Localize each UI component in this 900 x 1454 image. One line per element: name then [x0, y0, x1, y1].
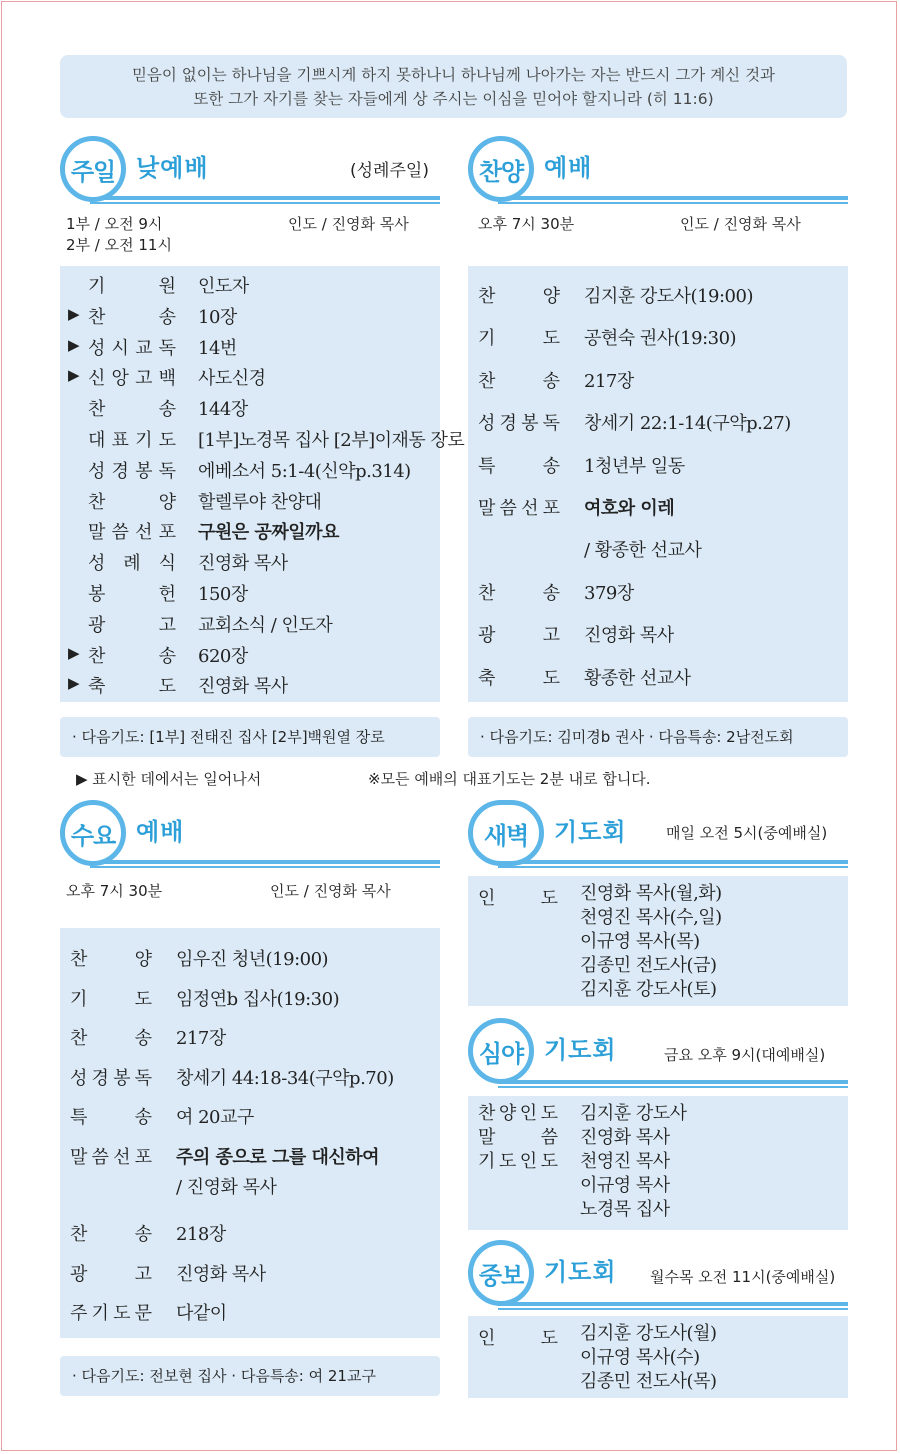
order-value: 주의 종으로 그를 대신하여 [176, 1146, 380, 1168]
order-label [88, 426, 176, 452]
stand-arrow-icon: ▶ [68, 366, 80, 385]
dawn-circle: 새벽 [468, 800, 544, 866]
order-label-char-4: 독 [134, 1067, 152, 1089]
order-label-char-1: 축 [478, 667, 496, 689]
order-label-char-1: 성 [478, 413, 496, 435]
order-label-char-2: 양 [542, 286, 560, 307]
praise-leader: 인도 / 진영화 목사 [680, 215, 801, 233]
leader-name: 김지훈 강도사 [580, 1103, 687, 1124]
night-rule [498, 1080, 848, 1088]
order-label [88, 549, 176, 575]
order-value: 여 20교구 [176, 1107, 254, 1128]
verse-line-1: 믿음이 없이는 하나님을 기쁘시게 하지 못하나니 하나님께 나아가는 자는 반드시 그가 계신 것과 [131, 66, 776, 84]
order-label [478, 282, 560, 308]
intercession-rule [498, 1302, 848, 1310]
order-label-char-2: 양 [158, 491, 176, 513]
order-label-char-1: 말 [478, 498, 496, 519]
order-value: / 황종한 선교사 [584, 540, 702, 562]
intercession-subtitle: 월수목 오전 11시(중예배실) [650, 1268, 836, 1286]
order-label-char-4: 포 [134, 1146, 152, 1168]
sunday-times [66, 214, 172, 256]
order-label-char-3: 선 [113, 1146, 131, 1168]
sunday-title: 낮예배 [136, 154, 209, 182]
order-label-char-2: 씀 [499, 498, 517, 519]
sunday-time-1: 1부 / 오전 9시 [66, 215, 163, 233]
order-label-char-1: 찬 [88, 306, 106, 328]
order-label-char-1: 말 [70, 1146, 88, 1168]
praise-rule [498, 196, 848, 204]
order-label-char-3: 봉 [521, 413, 539, 435]
order-value: 에베소서 5:1-4(신약p.314) [198, 460, 411, 482]
verse-line-2: 또한 그가 자기를 찾는 자들에게 상 주시는 이심을 믿어야 할지니라 (히 11:6) [193, 90, 714, 108]
order-label-char-1: 특 [70, 1107, 88, 1128]
intercession-label [478, 1324, 558, 1350]
order-label-char-3: 선 [521, 498, 539, 519]
order-label [88, 642, 176, 668]
stand-arrow-icon: ▶ [68, 674, 80, 693]
order-label-char-2: 도 [158, 676, 176, 698]
leader-name: 진영화 목사(월,화) [580, 883, 722, 904]
praise-title: 예배 [544, 154, 593, 182]
order-value: 임정연b 집사(19:30) [176, 988, 340, 1010]
dawn-leaders [580, 882, 722, 1002]
order-value: 218장 [176, 1224, 226, 1245]
sunday-rule [90, 196, 440, 204]
order-label-char-1: 성 [88, 553, 106, 575]
order-label [88, 488, 176, 514]
order-label-char-1: 찬 [478, 286, 496, 307]
order-label-char-4: 백 [158, 368, 176, 390]
night-label [478, 1150, 558, 1174]
order-label-char-4: 독 [158, 460, 176, 482]
praise-header [468, 136, 848, 196]
order-label [478, 494, 560, 520]
leader-name: 김지훈 강도사(월) [580, 1323, 717, 1344]
order-label-char-2: 고 [158, 614, 176, 636]
stand-arrow-icon: ▶ [68, 304, 80, 323]
dawn-title: 기도회 [554, 818, 627, 846]
order-label [88, 303, 176, 329]
order-label-char-2: 원 [158, 276, 176, 297]
intercession-label-char-2: 도 [540, 1328, 558, 1349]
order-label-char-3: 교 [135, 337, 153, 359]
night-label-char-1: 말 [478, 1127, 496, 1148]
order-value: 150장 [198, 584, 248, 605]
order-label-char-2: 경 [91, 1067, 109, 1089]
order-label [70, 1299, 152, 1325]
sunday-subtitle: (성례주일) [350, 161, 429, 181]
order-label-char-1: 봉 [88, 584, 106, 605]
order-label [88, 672, 176, 698]
wednesday-footer: · 다음기도: 전보현 집사 · 다음특송: 여 21교구 [60, 1356, 440, 1396]
dawn-label [478, 884, 558, 910]
night-labels [478, 1102, 558, 1174]
order-label [70, 985, 152, 1011]
order-label-char-4: 독 [158, 337, 176, 359]
order-label [478, 579, 560, 605]
order-value: 인도자 [198, 276, 249, 297]
order-label-char-1: 찬 [88, 491, 106, 513]
order-label-char-4: 문 [134, 1303, 152, 1324]
intercession-title: 기도회 [544, 1258, 617, 1286]
order-label-char-2: 경 [111, 460, 129, 482]
leader-name: 천영진 목사(수,일) [580, 907, 722, 928]
verse-banner [60, 55, 847, 118]
night-label-char-3: 인 [519, 1103, 538, 1124]
stand-note: ▶ 표시한 데에서는 일어나서 [76, 770, 262, 788]
sunday-header [60, 136, 440, 196]
order-label-char-2: 송 [542, 455, 560, 477]
order-label-char-2: 고 [542, 625, 560, 647]
order-value: 다같이 [176, 1303, 227, 1324]
night-label [478, 1126, 558, 1150]
order-label-char-1: 찬 [70, 949, 88, 970]
order-label-char-4: 도 [158, 430, 176, 451]
sunday-circle: 주일 [60, 136, 126, 202]
order-label-char-1: 광 [70, 1263, 88, 1285]
order-label-char-1: 대 [88, 430, 106, 451]
night-label-char-3: 인 [519, 1151, 538, 1172]
order-label [88, 518, 176, 544]
order-label-char-2: 송 [158, 645, 176, 667]
wednesday-leader: 인도 / 진영화 목사 [270, 882, 391, 900]
order-value: 임우진 청년(19:00) [176, 949, 329, 970]
order-label-char-2: 도 [542, 328, 560, 350]
night-title: 기도회 [544, 1036, 617, 1064]
order-value: 구원은 공짜일까요 [198, 522, 339, 544]
order-label [88, 272, 176, 298]
order-label-char-3: 기 [135, 430, 153, 451]
order-label-char-3: 봉 [135, 460, 153, 482]
order-value: 여호와 이레 [584, 498, 675, 519]
order-label [70, 1220, 152, 1246]
order-label-char-1: 성 [88, 337, 106, 359]
order-label [70, 1024, 152, 1050]
leader-name: 김종민 전도사(목) [580, 1371, 717, 1392]
order-label [478, 409, 560, 435]
night-label [478, 1102, 558, 1126]
order-label-char-2: 송 [134, 1028, 152, 1049]
wednesday-circle: 수요 [60, 800, 126, 866]
order-label-char-2: 송 [134, 1224, 152, 1245]
wednesday-rule [90, 860, 440, 868]
order-label-char-2: 기 [91, 1303, 109, 1324]
order-label-char-1: 찬 [88, 645, 106, 667]
stand-arrow-icon: ▶ [68, 643, 80, 662]
order-label [88, 395, 176, 421]
order-label-char-2: 도 [134, 988, 152, 1010]
order-label-char-1: 찬 [478, 370, 496, 392]
order-value: 10장 [198, 306, 237, 328]
order-value: 창세기 22:1-14(구약p.27) [584, 413, 791, 435]
dawn-rule [498, 860, 848, 868]
praise-footer: · 다음기도: 김미경b 권사 · 다음특송: 2남전도회 [468, 717, 848, 757]
intercession-header [468, 1240, 848, 1300]
leader-name: 이규영 목사(목) [580, 931, 700, 952]
order-label-char-3: 봉 [113, 1067, 131, 1089]
order-value: 교회소식 / 인도자 [198, 614, 333, 636]
order-label [88, 364, 176, 390]
order-label [478, 664, 560, 690]
night-label-char-1: 찬 [478, 1103, 496, 1124]
order-label [70, 1103, 152, 1129]
order-label-char-2: 송 [542, 370, 560, 392]
order-label-char-2: 송 [158, 399, 176, 421]
order-value: 할렐루야 찬양대 [198, 491, 322, 513]
order-label-char-4: 포 [158, 522, 176, 544]
order-label-char-3: 선 [135, 522, 153, 544]
leader-name: 노경목 집사 [580, 1199, 670, 1220]
order-value: 217장 [584, 370, 634, 392]
order-label-char-1: 기 [88, 276, 106, 297]
order-label-char-1: 말 [88, 522, 106, 544]
leader-name: 김종민 전도사(금) [580, 955, 717, 976]
order-value: 144장 [198, 399, 248, 421]
order-label [88, 611, 176, 637]
order-label-char-2: 앙 [111, 368, 129, 390]
sunday-time-2: 2부 / 오전 11시 [66, 236, 172, 254]
order-label-char-2: 송 [158, 306, 176, 328]
wednesday-header [60, 800, 440, 860]
order-label-char-4: 독 [542, 413, 560, 435]
order-label-char-1: 찬 [70, 1028, 88, 1049]
order-value: 창세기 44:18-34(구약p.70) [176, 1067, 394, 1089]
order-label-char-2: 례 [123, 553, 141, 575]
night-label-char-2: 양 [498, 1103, 517, 1124]
night-label-char-2: 도 [498, 1151, 517, 1172]
order-value: 진영화 목사 [198, 553, 288, 575]
night-circle: 심야 [468, 1018, 534, 1084]
night-subtitle: 금요 오후 9시(대예배실) [664, 1046, 826, 1064]
order-label-char-1: 찬 [478, 582, 496, 604]
order-label-char-1: 성 [70, 1067, 88, 1089]
order-label [478, 367, 560, 393]
order-label-char-2: 경 [499, 413, 517, 435]
sunday-leader: 인도 / 진영화 목사 [288, 215, 409, 233]
leader-name: 김지훈 강도사(토) [580, 979, 717, 1000]
dawn-subtitle: 매일 오전 5시(중예배실) [666, 824, 828, 842]
order-label-char-1: 신 [88, 368, 106, 390]
night-label-char-4: 도 [540, 1151, 558, 1172]
order-value: [1부]노경목 집사 [2부]이재동 장로 [198, 430, 465, 451]
order-value: 황종한 선교사 [584, 667, 691, 689]
order-label-char-3: 도 [113, 1303, 131, 1324]
order-value: / 진영화 목사 [176, 1177, 277, 1198]
order-label-char-1: 성 [88, 460, 106, 482]
order-label-char-1: 광 [478, 625, 496, 647]
order-label-char-2: 씀 [91, 1146, 109, 1168]
order-label-char-1: 광 [88, 614, 106, 636]
order-label-char-4: 포 [542, 498, 560, 519]
order-label-char-1: 찬 [70, 1224, 88, 1245]
order-label-char-1: 기 [70, 988, 88, 1010]
order-label [88, 457, 176, 483]
order-value: 진영화 목사 [584, 625, 674, 647]
order-value: 진영화 목사 [176, 1263, 266, 1285]
order-label-char-1: 축 [88, 676, 106, 698]
dawn-label-char-1: 인 [478, 888, 496, 909]
leader-name: 진영화 목사 [580, 1127, 670, 1148]
wednesday-title: 예배 [136, 818, 185, 846]
sunday-footer: · 다음기도: [1부] 전태진 집사 [2부]백원열 장로 [60, 717, 440, 757]
order-value: 379장 [584, 582, 634, 604]
order-label-char-2: 양 [134, 949, 152, 970]
intercession-circle: 중보 [468, 1240, 534, 1306]
order-value: 사도신경 [198, 368, 266, 390]
order-value: 1청년부 일동 [584, 455, 685, 477]
dawn-label-char-2: 도 [540, 888, 558, 909]
prayer-note: ※모든 예배의 대표기도는 2분 내로 합니다. [368, 770, 651, 788]
wednesday-time: 오후 7시 30분 [66, 882, 163, 900]
order-label-char-2: 송 [542, 582, 560, 604]
order-label-char-2: 고 [134, 1263, 152, 1285]
order-label [70, 945, 152, 971]
praise-time: 오후 7시 30분 [478, 215, 575, 233]
leader-name: 이규영 목사(수) [580, 1347, 700, 1368]
order-label-char-2: 씀 [111, 522, 129, 544]
order-label-char-1: 찬 [88, 399, 106, 421]
order-value: 김지훈 강도사(19:00) [584, 286, 753, 307]
leader-name: 이규영 목사 [580, 1175, 670, 1196]
order-label [478, 324, 560, 350]
order-label-char-1: 특 [478, 455, 496, 477]
night-label-char-2: 씀 [540, 1127, 558, 1148]
order-label-char-2: 송 [134, 1107, 152, 1128]
order-label [88, 580, 176, 606]
night-leaders [580, 1102, 687, 1222]
order-label [478, 621, 560, 647]
order-label-char-2: 표 [111, 430, 129, 451]
order-label-char-1: 기 [478, 328, 496, 350]
order-label [70, 1260, 152, 1286]
order-label [88, 334, 176, 360]
night-header [468, 1018, 848, 1078]
order-value: 217장 [176, 1028, 226, 1049]
order-label [70, 1064, 152, 1090]
order-value: 진영화 목사 [198, 676, 288, 698]
order-value: 620장 [198, 645, 248, 667]
order-label [478, 452, 560, 478]
order-label [70, 1143, 152, 1169]
night-label-char-4: 도 [540, 1103, 558, 1124]
dawn-header [468, 800, 848, 860]
order-label-char-2: 도 [542, 667, 560, 689]
order-label-char-1: 주 [70, 1303, 88, 1324]
order-label-char-2: 헌 [158, 584, 176, 605]
order-value: 14번 [198, 337, 237, 359]
order-label-char-3: 식 [158, 553, 176, 575]
leader-name: 천영진 목사 [580, 1151, 670, 1172]
stand-arrow-icon: ▶ [68, 335, 80, 354]
praise-circle: 찬양 [468, 136, 534, 202]
intercession-label-char-1: 인 [478, 1328, 496, 1349]
order-value: 공현숙 권사(19:30) [584, 328, 737, 350]
order-label-char-2: 시 [111, 337, 129, 359]
order-label-char-3: 고 [135, 368, 153, 390]
intercession-leaders [580, 1322, 716, 1394]
night-label-char-1: 기 [478, 1151, 496, 1172]
